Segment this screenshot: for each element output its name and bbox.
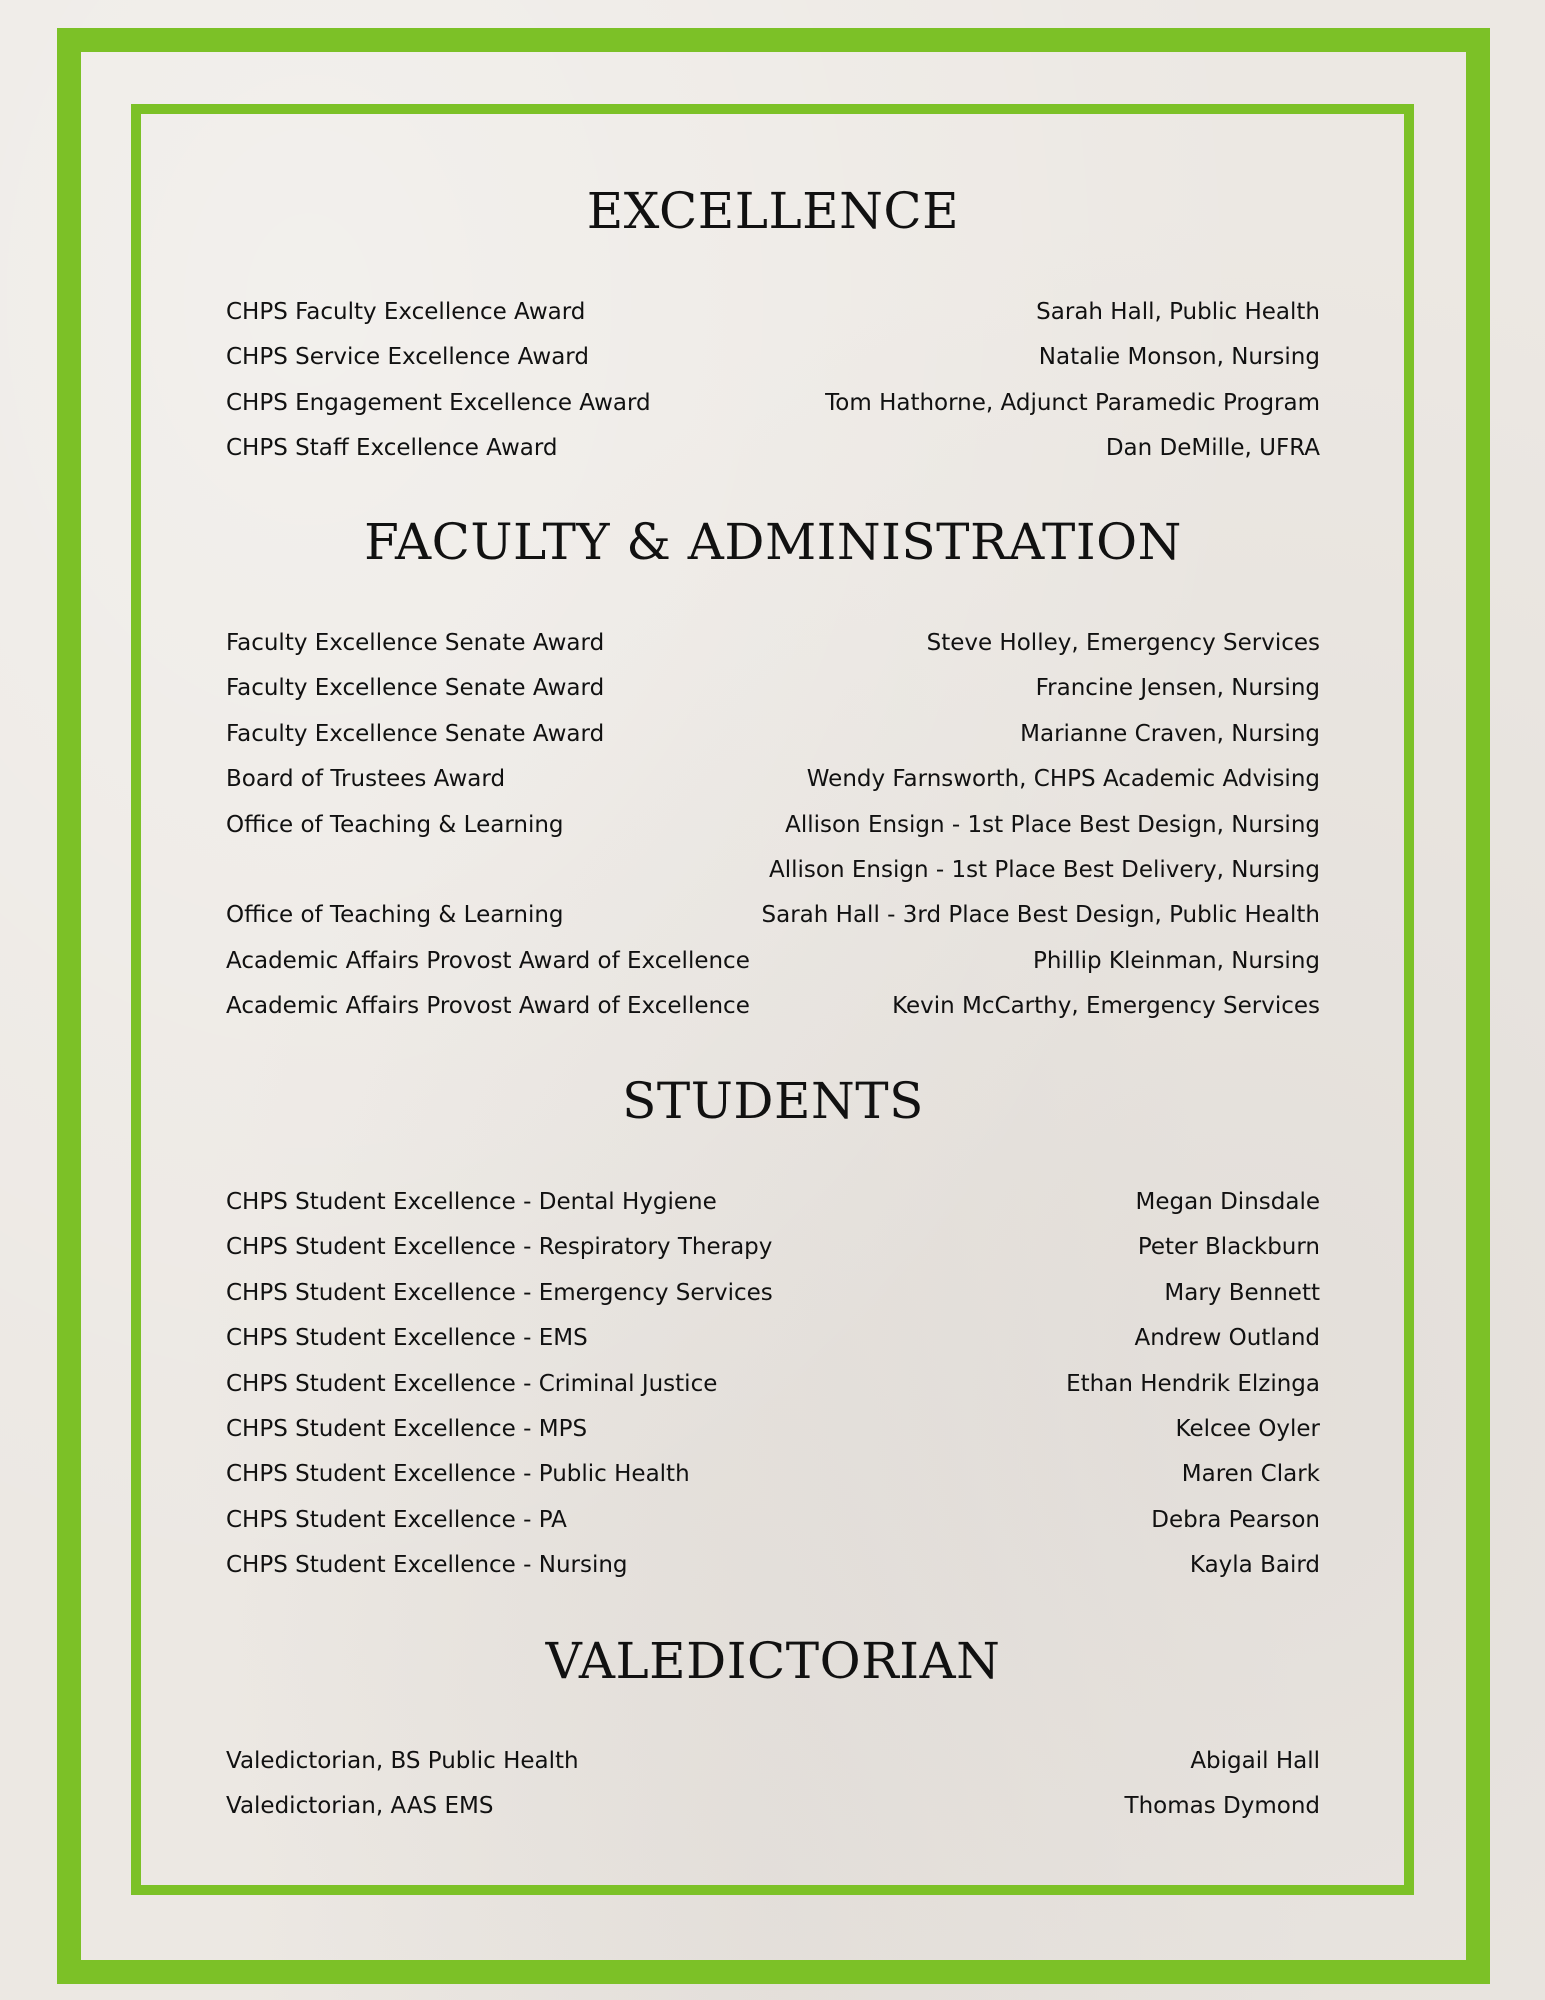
award-name: CHPS Student Excellence - Nursing bbox=[226, 1552, 628, 1579]
award-row bbox=[226, 290, 1320, 335]
award-recipient: Marianne Craven, Nursing bbox=[1020, 720, 1320, 747]
award-recipient: Thomas Dymond bbox=[1124, 1793, 1320, 1820]
award-recipient: Ethan Hendrik Elzinga bbox=[1066, 1370, 1320, 1397]
award-name: CHPS Engagement Excellence Award bbox=[226, 389, 651, 416]
award-name: CHPS Student Excellence - Criminal Justice bbox=[226, 1370, 718, 1397]
award-recipient: Mary Bennett bbox=[1164, 1279, 1320, 1306]
award-recipient: Tom Hathorne, Adjunct Paramedic Program bbox=[825, 389, 1320, 416]
award-row bbox=[226, 335, 1320, 380]
award-name: CHPS Faculty Excellence Award bbox=[226, 299, 586, 325]
award-row bbox=[226, 893, 1320, 938]
award-name: CHPS Student Excellence - Public Health bbox=[226, 1461, 690, 1488]
award-recipient: Kevin McCarthy, Emergency Services bbox=[892, 993, 1320, 1020]
award-recipient: Debra Pearson bbox=[1151, 1506, 1320, 1533]
award-recipient: Peter Blackburn bbox=[1137, 1234, 1320, 1261]
award-recipient: Natalie Monson, Nursing bbox=[1038, 344, 1320, 371]
award-recipient: Phillip Kleinman, Nursing bbox=[1033, 947, 1320, 974]
award-row bbox=[226, 1225, 1320, 1270]
award-row bbox=[226, 1180, 1320, 1225]
award-name: Office of Teaching & Learning bbox=[226, 811, 564, 838]
award-name: CHPS Student Excellence - Respiratory Therapy bbox=[226, 1234, 773, 1261]
section-title-students: STUDENTS bbox=[622, 1072, 924, 1130]
award-recipient: Allison Ensign - 1st Place Best Design, Nursing bbox=[785, 811, 1320, 838]
section-students-list bbox=[226, 1180, 1320, 1589]
award-recipient: Maren Clark bbox=[1181, 1461, 1320, 1488]
award-name: Faculty Excellence Senate Award bbox=[226, 630, 605, 656]
award-name: CHPS Student Excellence - EMS bbox=[226, 1325, 588, 1352]
award-recipient: Kelcee Oyler bbox=[1175, 1415, 1320, 1442]
award-recipient: Megan Dinsdale bbox=[1135, 1189, 1320, 1215]
section-title-excellence: EXCELLENCE bbox=[586, 182, 960, 240]
section-valedictorian-list bbox=[226, 1739, 1320, 1830]
award-row bbox=[226, 1316, 1320, 1361]
award-name: Faculty Excellence Senate Award bbox=[226, 675, 605, 702]
award-recipient: Sarah Hall - 3rd Place Best Design, Public Health bbox=[761, 902, 1320, 929]
award-row bbox=[226, 1739, 1320, 1784]
award-recipient: Abigail Hall bbox=[1190, 1748, 1320, 1774]
award-recipient: Francine Jensen, Nursing bbox=[1035, 675, 1320, 702]
award-name: Office of Teaching & Learning bbox=[226, 902, 564, 929]
award-name: Academic Affairs Provost Award of Excellence bbox=[226, 947, 750, 974]
award-row bbox=[226, 1407, 1320, 1452]
award-name: CHPS Student Excellence - Emergency Services bbox=[226, 1279, 773, 1306]
award-name: CHPS Service Excellence Award bbox=[226, 344, 589, 371]
award-row bbox=[226, 712, 1320, 757]
award-row bbox=[226, 1362, 1320, 1407]
award-row bbox=[226, 939, 1320, 984]
section-title-faculty-administration: FACULTY & ADMINISTRATION bbox=[364, 513, 1182, 571]
award-name: Academic Affairs Provost Award of Excellence bbox=[226, 993, 750, 1020]
award-row bbox=[226, 984, 1320, 1029]
award-row bbox=[226, 1543, 1320, 1588]
award-recipient: Andrew Outland bbox=[1134, 1325, 1320, 1352]
award-row bbox=[226, 621, 1320, 666]
section-excellence-list bbox=[226, 290, 1320, 472]
award-row bbox=[226, 1498, 1320, 1543]
section-faculty-list bbox=[226, 621, 1320, 1030]
award-row bbox=[226, 757, 1320, 802]
award-row bbox=[226, 426, 1320, 471]
award-recipient: Wendy Farnsworth, CHPS Academic Advising bbox=[806, 766, 1320, 793]
award-name: CHPS Student Excellence - PA bbox=[226, 1506, 567, 1533]
award-name: Board of Trustees Award bbox=[226, 766, 506, 793]
award-recipient: Steve Holley, Emergency Services bbox=[926, 630, 1320, 656]
award-name: Valedictorian, AAS EMS bbox=[226, 1793, 494, 1820]
award-name: Valedictorian, BS Public Health bbox=[226, 1748, 579, 1774]
award-row bbox=[226, 1452, 1320, 1497]
section-title-valedictorian: VALEDICTORIAN bbox=[545, 1632, 1001, 1690]
award-name: CHPS Student Excellence - Dental Hygiene bbox=[226, 1189, 717, 1215]
award-recipient: Kayla Baird bbox=[1189, 1552, 1320, 1579]
award-row bbox=[226, 803, 1320, 848]
award-row bbox=[226, 666, 1320, 711]
award-name: CHPS Student Excellence - MPS bbox=[226, 1415, 588, 1442]
award-name: CHPS Staff Excellence Award bbox=[226, 435, 558, 462]
award-row bbox=[226, 381, 1320, 426]
award-recipient: Allison Ensign - 1st Place Best Delivery, Nursing bbox=[769, 856, 1320, 883]
award-recipient: Sarah Hall, Public Health bbox=[1036, 299, 1320, 325]
award-row bbox=[226, 1271, 1320, 1316]
award-row bbox=[226, 848, 1320, 893]
award-name: Faculty Excellence Senate Award bbox=[226, 720, 605, 747]
award-recipient: Dan DeMille, UFRA bbox=[1105, 435, 1320, 462]
award-row bbox=[226, 1784, 1320, 1829]
